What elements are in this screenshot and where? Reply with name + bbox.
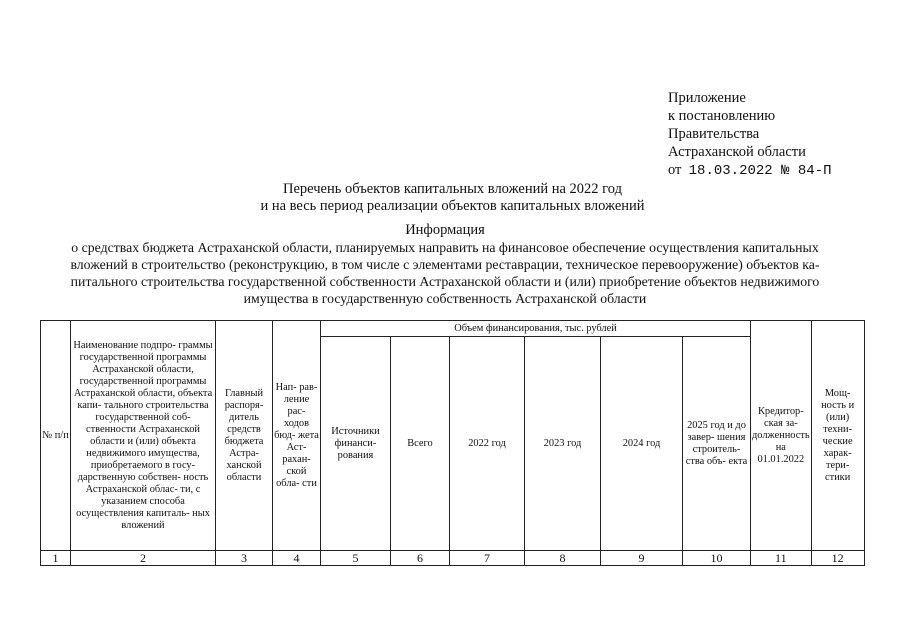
info-line-2: вложений в строительство (реконструкцию, в том числе с элементами реставрации, техническое перевооружение) объектов ка- xyxy=(70,257,820,272)
title-line-2: и на весь период реализации объектов капитальных вложений xyxy=(260,198,645,214)
header-sources: Источники финанси- рования xyxy=(321,337,391,551)
appendix-line: Астраханской области xyxy=(668,144,806,160)
header-total: Всего xyxy=(391,337,450,551)
column-number: 11 xyxy=(751,551,812,566)
financing-table xyxy=(40,320,865,566)
header-main-manager: Главный распоря- дитель средств бюджета Астра- ханской области xyxy=(216,321,273,551)
header-year-2022: 2022 год xyxy=(450,337,525,551)
column-number: 7 xyxy=(450,551,525,566)
header-year-2024: 2024 год xyxy=(601,337,683,551)
info-line-3: питального строительства государственной собственности Астраханской области и (или) приобретение объектов недвижимого xyxy=(70,274,820,289)
column-number: 2 xyxy=(71,551,216,566)
header-year-2025-plus: 2025 год и до завер- шения строитель- ства объ- екта xyxy=(683,337,751,551)
column-number: 3 xyxy=(216,551,273,566)
appendix-date-value: 18.03.2022 № 84-П xyxy=(688,163,832,179)
header-row-number: № п/п xyxy=(41,321,71,551)
column-number: 10 xyxy=(683,551,751,566)
header-creditor-debt: Кредитор- ская за- долженность на 01.01.2022 xyxy=(751,321,812,551)
info-heading: Информация xyxy=(405,222,485,238)
appendix-line: Приложение xyxy=(668,90,746,106)
column-number-row xyxy=(41,551,865,566)
document-title xyxy=(0,181,905,215)
column-number: 6 xyxy=(391,551,450,566)
column-number: 4 xyxy=(273,551,321,566)
column-number: 1 xyxy=(41,551,71,566)
info-block xyxy=(60,222,830,307)
header-capacity: Мощ- ность и (или) техни- ческие харак- тери- стики xyxy=(811,321,864,551)
info-line-1: о средствах бюджета Астраханской области, планируемых направить на финансовое обеспечение осуществления капитальных xyxy=(71,240,819,255)
column-number: 5 xyxy=(321,551,391,566)
header-financing-volume: Объем финансирования, тыс. рублей xyxy=(321,321,751,337)
column-number: 8 xyxy=(525,551,601,566)
title-line-1: Перечень объектов капитальных вложений на 2022 год xyxy=(283,181,622,197)
appendix-line: Правительства xyxy=(668,126,760,142)
column-number: 12 xyxy=(811,551,864,566)
column-number: 9 xyxy=(601,551,683,566)
header-year-2023: 2023 год xyxy=(525,337,601,551)
appendix-line: к постановлению xyxy=(668,108,776,124)
appendix-block xyxy=(668,89,831,180)
header-expense-direction: Нап- рав- ление рас- ходов бюд- жета Аст- рахан- ской обла- сти xyxy=(273,321,321,551)
header-object-name: Наименование подпро- граммы государственной программы Астраханской области, государственной программы Астраханской области, объекта капи- тального строительства государственной соб- ственности Астраханской области и (или) объекта недвижимого имущества, приобретаемого в госу- дарственную собствен- ность Астраханской облас- ти, с указанием способа осуществления капиталь- ных вложений xyxy=(71,321,216,551)
info-line-4: имущества в государственную собственность Астраханской области xyxy=(243,291,647,306)
appendix-date-prefix: от xyxy=(668,162,682,178)
appendix-date xyxy=(668,161,831,180)
